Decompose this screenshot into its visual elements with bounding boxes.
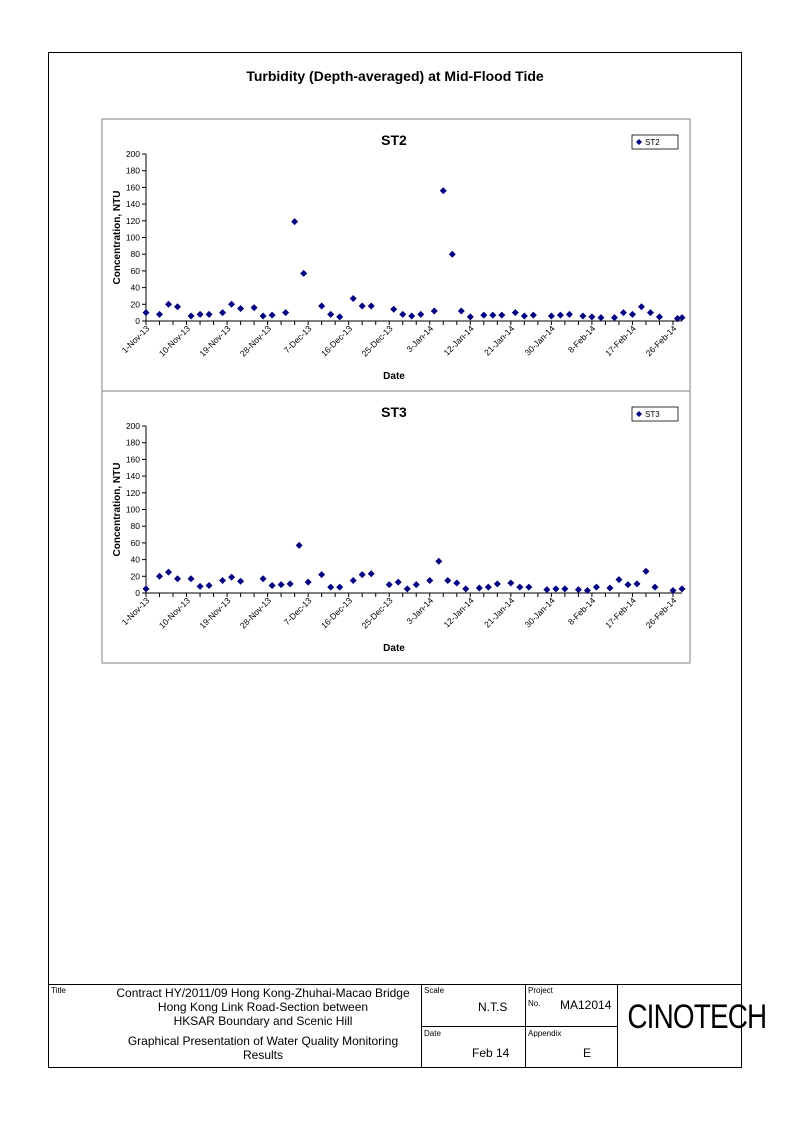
- chart-2-x-tick-label: 3-Jan-14: [404, 595, 436, 627]
- chart-1-x-tick-label: 17-Feb-14: [603, 323, 638, 359]
- chart-1-y-tick-label: 140: [125, 199, 140, 210]
- scale-label: Scale: [424, 986, 445, 995]
- appendix-label: Appendix: [528, 1029, 562, 1038]
- chart-2-legend-label: ST3: [645, 410, 660, 419]
- chart-2-x-tick-label: 25-Dec-13: [359, 595, 395, 631]
- chart-2-y-tick-label: 160: [125, 454, 140, 465]
- chart-2-y-tick-label: 120: [125, 487, 140, 498]
- chart-1-y-tick-label: 120: [125, 215, 140, 226]
- chart-1-y-tick-label: 0: [135, 316, 140, 326]
- chart-2-x-tick-label: 16-Dec-13: [318, 595, 355, 631]
- chart-2-y-tick-label: 140: [125, 471, 140, 482]
- chart-2-x-tick-label: 19-Nov-13: [197, 595, 233, 631]
- chart-1-x-tick-label: 26-Feb-14: [643, 323, 679, 359]
- chart-1-x-tick-label: 30-Jan-14: [522, 323, 557, 358]
- scale-value: N.T.S: [478, 1000, 508, 1014]
- chart-2-y-tick-label: 80: [130, 521, 140, 532]
- appendix-value: E: [583, 1046, 592, 1060]
- title-line-3: HKSAR Boundary and Scenic Hill: [173, 1014, 353, 1028]
- chart-1-x-tick-label: 12-Jan-14: [441, 323, 476, 358]
- title-line-2: Hong Kong Link Road-Section between: [157, 1000, 369, 1014]
- chart-2-y-tick-label: 100: [125, 504, 140, 515]
- chart-2-area: [102, 391, 690, 663]
- chart-2-x-tick-label: 30-Jan-14: [522, 595, 557, 630]
- chart-1-y-tick-label: 20: [130, 299, 140, 310]
- chart-1-x-tick-label: 7-Dec-13: [281, 323, 314, 356]
- chart-1-y-tick-label: 80: [130, 249, 140, 260]
- date-value: Feb 14: [472, 1046, 510, 1060]
- project-label: Project: [528, 986, 553, 995]
- chart-2-x-tick-label: 1-Nov-13: [119, 595, 152, 628]
- chart-2-x-axis-title: Date: [383, 643, 405, 654]
- chart-2-x-tick-label: 12-Jan-14: [441, 595, 476, 630]
- chart-1-x-tick-label: 1-Nov-13: [119, 323, 152, 356]
- title-line-5: Results: [242, 1048, 283, 1062]
- project-value: MA12014: [560, 998, 612, 1012]
- chart-2-y-tick-label: 20: [130, 571, 140, 582]
- chart-1-y-tick-label: 200: [125, 149, 140, 159]
- chart-1-area: [102, 119, 690, 391]
- chart-1-y-axis-title: Concentration, NTU: [112, 190, 123, 285]
- chart-1-title: ST2: [381, 132, 407, 148]
- chart-2-y-tick-label: 180: [125, 437, 140, 448]
- chart-2-y-tick-label: 40: [130, 554, 140, 565]
- title-block: [48, 984, 767, 1068]
- chart-1-y-tick-label: 180: [125, 165, 140, 176]
- chart-1-x-tick-label: 21-Jan-14: [482, 323, 517, 358]
- chart-2-x-tick-label: 7-Dec-13: [281, 595, 314, 628]
- date-label: Date: [424, 1029, 441, 1038]
- cinotech-logo: CINOTECH: [627, 998, 767, 1036]
- chart-2-x-tick-label: 28-Nov-13: [237, 595, 274, 631]
- chart-1-x-tick-label: 10-Nov-13: [156, 323, 192, 359]
- chart-2-y-axis-title: Concentration, NTU: [112, 462, 123, 557]
- chart-1-x-tick-label: 3-Jan-14: [404, 323, 436, 355]
- project-no-label: No.: [528, 999, 541, 1008]
- title-line-4: Graphical Presentation of Water Quality Monitoring: [127, 1034, 399, 1048]
- chart-2-x-tick-label: 21-Jan-14: [482, 595, 517, 630]
- chart-1-x-tick-label: 8-Feb-14: [565, 323, 598, 355]
- title-line-1: Contract HY/2011/09 Hong Kong-Zhuhai-Macao Bridge: [116, 986, 410, 1000]
- chart-2-x-tick-label: 17-Feb-14: [603, 595, 638, 631]
- title-label: Title: [51, 986, 66, 995]
- chart-2-y-tick-label: 0: [135, 588, 140, 598]
- chart-2-y-tick-label: 60: [130, 537, 140, 548]
- chart-2-y-tick-label: 200: [125, 421, 140, 431]
- chart-2-title: ST3: [381, 404, 407, 420]
- chart-2-x-tick-label: 26-Feb-14: [643, 595, 679, 631]
- chart-2-x-tick-label: 8-Feb-14: [565, 595, 598, 627]
- chart-2-x-tick-label: 10-Nov-13: [156, 595, 192, 631]
- chart-1-y-tick-label: 60: [130, 265, 140, 276]
- page-title: Turbidity (Depth-averaged) at Mid-Flood Tide: [246, 68, 544, 84]
- chart-1-y-tick-label: 100: [125, 232, 140, 243]
- chart-1-x-axis-title: Date: [383, 371, 405, 382]
- chart-1-legend-label: ST2: [645, 138, 660, 147]
- chart-1-y-tick-label: 40: [130, 282, 140, 293]
- chart-1-y-tick-label: 160: [125, 182, 140, 193]
- chart-1-x-tick-label: 19-Nov-13: [197, 323, 233, 359]
- chart-1-x-tick-label: 28-Nov-13: [237, 323, 274, 359]
- chart-1-x-tick-label: 16-Dec-13: [318, 323, 355, 359]
- chart-1-x-tick-label: 25-Dec-13: [359, 323, 395, 359]
